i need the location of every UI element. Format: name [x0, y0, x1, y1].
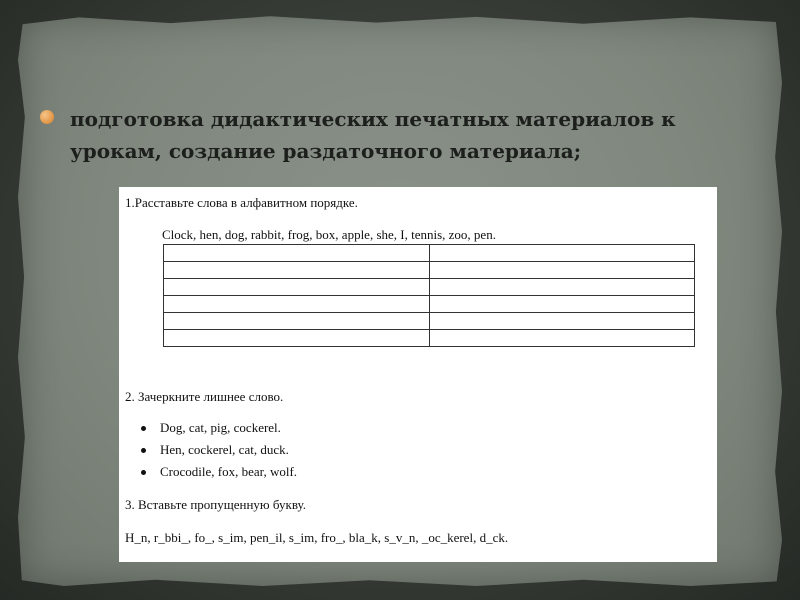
table-cell	[164, 245, 430, 262]
bullet-icon	[141, 448, 146, 453]
table-row	[164, 296, 695, 313]
bullet-icon	[141, 470, 146, 475]
table-cell	[429, 313, 695, 330]
slide-bullet	[40, 103, 760, 167]
worksheet-image	[119, 187, 717, 562]
table-row	[164, 313, 695, 330]
task3-heading: 3. Вставьте пропущенную букву.	[125, 497, 306, 512]
list-item-text: Dog, cat, pig, cockerel.	[160, 420, 281, 435]
table-cell	[429, 296, 695, 313]
table-row	[164, 330, 695, 347]
bullet-text	[70, 103, 676, 167]
table-cell	[429, 245, 695, 262]
table-cell	[164, 296, 430, 313]
list-item	[141, 439, 297, 461]
bullet-text-line-1: подготовка дидактических печатных материалов к	[70, 107, 676, 131]
table-cell	[164, 330, 430, 347]
list-item	[141, 417, 297, 439]
table-row	[164, 245, 695, 262]
table-cell	[429, 330, 695, 347]
bullet-dot-icon	[40, 110, 54, 124]
table-cell	[164, 279, 430, 296]
table-cell	[164, 313, 430, 330]
task2-list	[141, 417, 297, 483]
task1-word-list: Clock, hen, dog, rabbit, frog, box, apple, she, I, tennis, zoo, pen.	[162, 227, 496, 242]
bullet-icon	[141, 426, 146, 431]
table-cell	[429, 262, 695, 279]
list-item-text: Hen, cockerel, cat, duck.	[160, 442, 289, 457]
table-row	[164, 262, 695, 279]
bullet-text-line-2: урокам, создание раздаточного материала;	[70, 139, 582, 163]
task1-heading: 1.Расставьте слова в алфавитном порядке.	[125, 195, 358, 210]
table-row	[164, 279, 695, 296]
task2-heading: 2. Зачеркните лишнее слово.	[125, 389, 284, 404]
table-cell	[429, 279, 695, 296]
table-cell	[164, 262, 430, 279]
answer-table	[163, 244, 695, 347]
list-item-text: Crocodile, fox, bear, wolf.	[160, 464, 298, 479]
list-item	[141, 461, 297, 483]
task3-word-list: H_n, r_bbi_, fo_, s_im, pen_il, s_im, fro_, bla_k, s_v_n, _oc_kerel, d_ck.	[125, 530, 509, 545]
